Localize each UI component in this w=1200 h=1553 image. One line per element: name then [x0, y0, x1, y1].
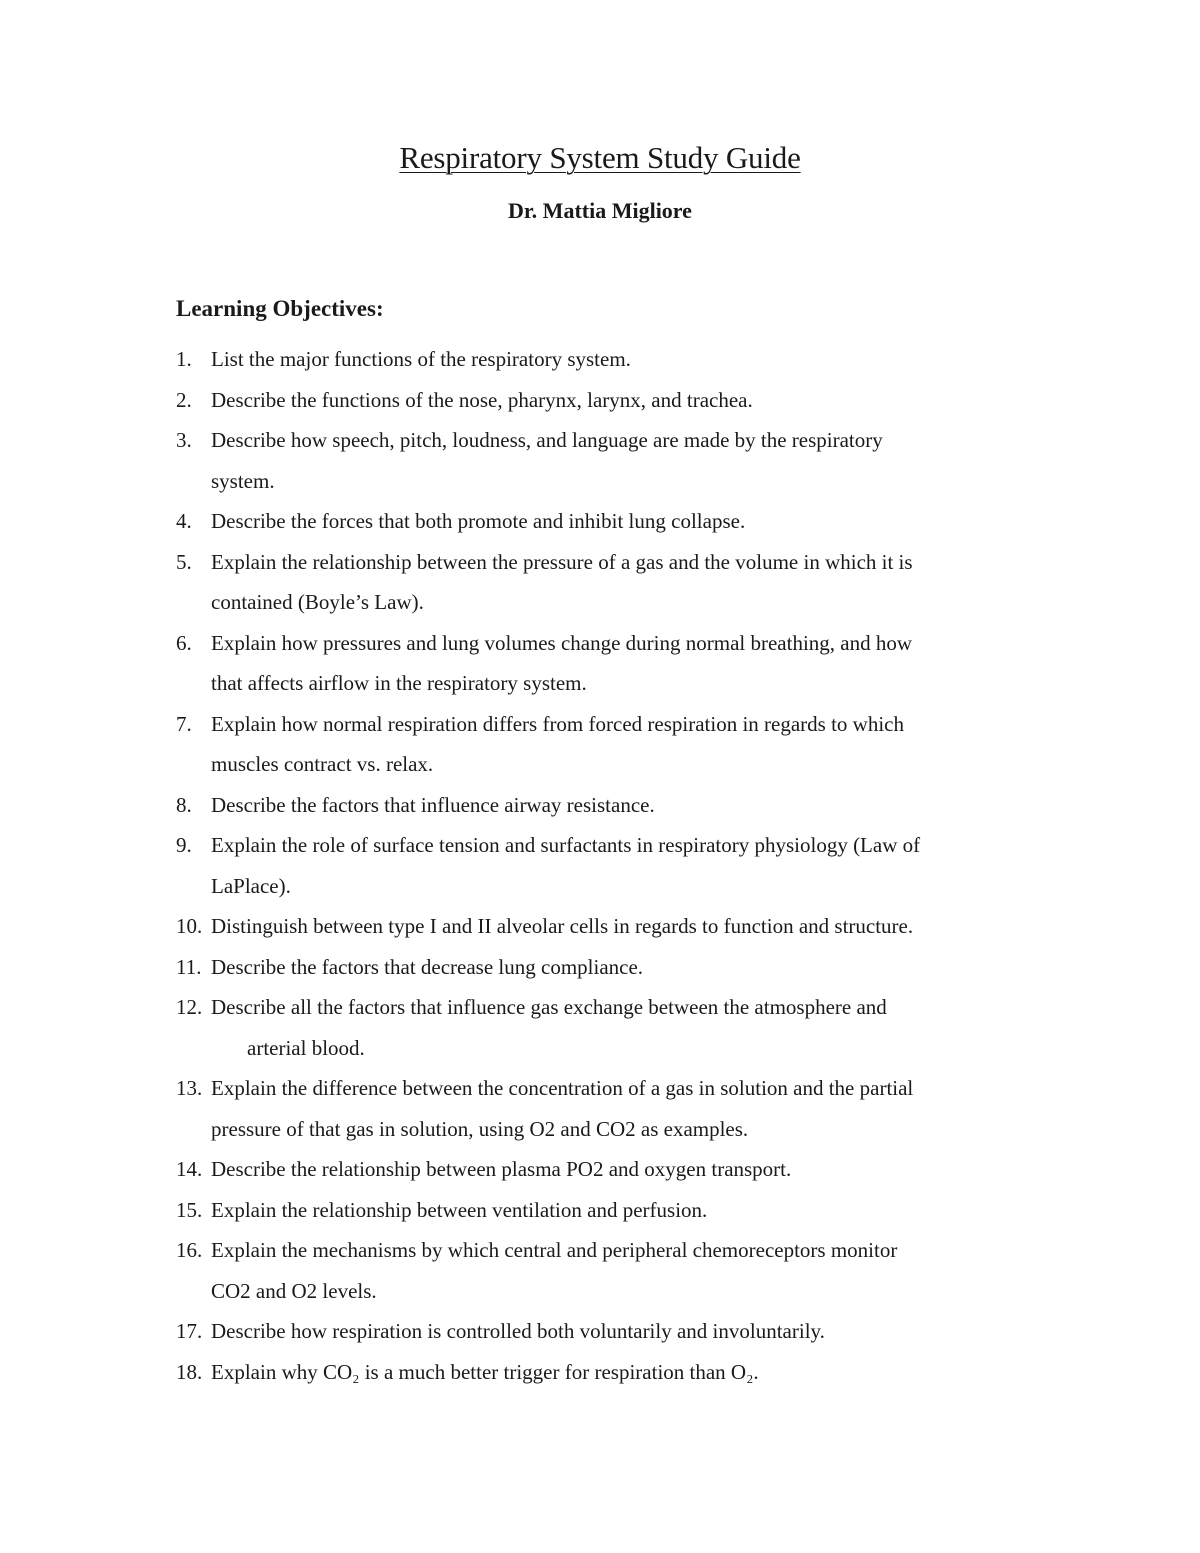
objective-text: Explain how pressures and lung volumes change during normal breathing, and how — [211, 630, 913, 655]
objective-text: CO2 and O2 levels. — [211, 1278, 377, 1303]
objective-number: 14. — [176, 1157, 203, 1181]
objective-number: 8. — [176, 792, 192, 817]
objective-item — [176, 1230, 1036, 1311]
objective-item — [176, 704, 1036, 785]
objective-text: Explain the difference between the concentration of a gas in solution and the partial — [211, 1076, 914, 1100]
objective-item — [176, 947, 1036, 988]
objective-number: 1. — [176, 347, 192, 371]
objective-number: 10. — [176, 914, 203, 938]
objective-text: Explain the mechanisms by which central and peripheral chemoreceptors monitor — [211, 1238, 898, 1262]
objective-text: Describe all the factors that influence gas exchange between the atmosphere and — [211, 995, 887, 1019]
objective-text: Describe the forces that both promote and inhibit lung collapse. — [211, 509, 746, 533]
objective-item — [176, 1311, 1036, 1352]
objective-item — [176, 501, 1036, 542]
objective-number: 3. — [176, 428, 192, 452]
objective-item — [176, 420, 1036, 501]
objective-text: arterial blood. — [247, 1035, 365, 1060]
objectives-list — [176, 339, 1036, 1392]
objective-text: muscles contract vs. relax. — [211, 752, 434, 776]
objective-text: contained (Boyle’s Law). — [211, 590, 424, 614]
objective-number: 15. — [176, 1197, 203, 1222]
objective-number: 12. — [176, 995, 203, 1019]
objective-item — [176, 987, 1036, 1068]
objective-number: 13. — [176, 1076, 203, 1100]
section-heading: Learning Objectives: — [176, 296, 384, 321]
objective-text: that affects airflow in the respiratory system. — [211, 671, 587, 695]
objective-text: LaPlace). — [211, 873, 291, 898]
objective-item — [176, 825, 1036, 906]
objective-item — [176, 906, 1036, 947]
objective-text: Describe the functions of the nose, pharynx, larynx, and trachea. — [211, 387, 753, 412]
objective-text: Describe how respiration is controlled both voluntarily and involuntarily. — [211, 1319, 825, 1343]
objective-text: List the major functions of the respiratory system. — [211, 347, 631, 371]
objective-text: Describe the factors that influence airway resistance. — [211, 792, 655, 817]
objective-number: 9. — [176, 833, 192, 857]
objective-number: 17. — [176, 1319, 203, 1343]
objective-text: Describe how speech, pitch, loudness, and language are made by the respiratory — [211, 428, 883, 452]
objective-text: Describe the relationship between plasma PO2 and oxygen transport. — [211, 1157, 792, 1181]
objective-number: 16. — [176, 1238, 203, 1262]
objective-text: Explain how normal respiration differs from forced respiration in regards to which — [211, 711, 904, 736]
page-title: Respiratory System Study Guide — [399, 140, 801, 175]
objective-item — [176, 1149, 1036, 1190]
objective-text: pressure of that gas in solution, using O2 and CO2 as examples. — [211, 1116, 749, 1141]
objective-item — [176, 542, 1036, 623]
objective-item — [176, 785, 1036, 826]
objective-item — [176, 380, 1036, 421]
objective-number: 7. — [176, 711, 192, 736]
objective-text: Explain the role of surface tension and surfactants in respiratory physiology (Law of — [211, 833, 921, 857]
objective-item — [176, 339, 1036, 380]
objective-text: Distinguish between type I and II alveolar cells in regards to function and structure. — [211, 914, 914, 938]
objective-number: 11. — [176, 954, 202, 979]
objective-text: Explain why CO₂ is a much better trigger for respiration than O₂. — [211, 1359, 759, 1384]
objective-item — [176, 1352, 1036, 1393]
objective-number: 6. — [176, 630, 192, 655]
objective-item — [176, 1190, 1036, 1231]
objective-text: Explain the relationship between the pressure of a gas and the volume in which it is — [211, 549, 913, 574]
objective-number: 2. — [176, 387, 192, 412]
objective-number: 4. — [176, 509, 192, 533]
objective-text: system. — [211, 468, 275, 493]
objective-item — [176, 1068, 1036, 1149]
objective-number: 5. — [176, 549, 192, 574]
author-name: Dr. Mattia Migliore — [508, 198, 692, 223]
objective-text: Explain the relationship between ventilation and perfusion. — [211, 1197, 708, 1222]
objective-number: 18. — [176, 1359, 203, 1384]
objective-item — [176, 623, 1036, 704]
objective-text: Describe the factors that decrease lung compliance. — [211, 954, 644, 979]
